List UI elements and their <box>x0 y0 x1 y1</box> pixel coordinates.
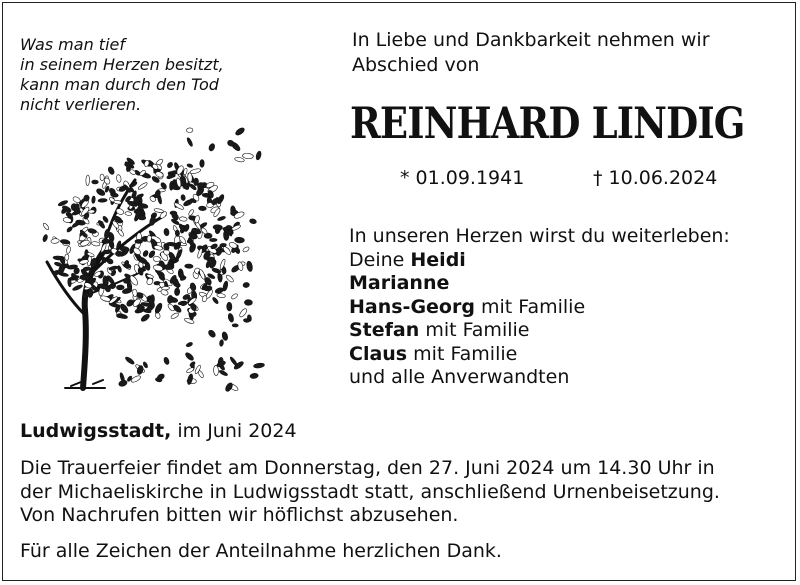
mourner-line <box>349 272 789 296</box>
intro-text <box>352 28 782 78</box>
place-date <box>20 418 297 444</box>
birth-date: * 01.09.1941 <box>400 167 525 189</box>
mourner-line <box>349 343 789 367</box>
mourner-line <box>349 249 789 273</box>
mourners-heading: In unseren Herzen wirst du weiterleben: <box>349 225 730 247</box>
quote-line: Was man tief <box>20 35 125 54</box>
mourner-line: und alle Anverwandten <box>349 366 570 388</box>
ceremony-line: Die Trauerfeier findet am Donnerstag, den 27. Juni 2024 um 14.30 Uhr in <box>20 457 715 479</box>
mourners-list <box>349 225 789 390</box>
mourner-line <box>349 296 789 320</box>
mourner-line <box>349 319 789 343</box>
mourner-name: Heidi <box>410 248 466 271</box>
thanks-line: Für alle Zeichen der Anteilnahme herzlichen Dank. <box>20 540 502 562</box>
ceremony-info <box>20 457 790 528</box>
notice-date: im Juni 2024 <box>177 420 297 442</box>
quote-line: kann man durch den Tod <box>20 75 219 94</box>
ceremony-line: der Michaeliskirche in Ludwigsstadt statt, anschließend Urnenbeisetzung. <box>20 480 720 503</box>
town-name: Ludwigsstadt, <box>20 420 172 442</box>
mourner-name: Stefan <box>349 319 420 341</box>
mourner-suffix: mit Familie <box>413 342 518 365</box>
mourner-suffix: mit Familie <box>481 295 586 318</box>
mourner-prefix: Deine <box>349 248 405 271</box>
quote-line: in seinem Herzen besitzt, <box>20 55 224 74</box>
memorial-quote <box>20 35 270 115</box>
mourner-name: Claus <box>349 342 408 365</box>
mourner-suffix: mit Familie <box>425 319 530 341</box>
intro-line: Abschied von <box>352 54 480 76</box>
mourner-name: Marianne <box>349 272 450 294</box>
mourner-name: Hans-Georg <box>349 295 475 318</box>
death-date: † 10.06.2024 <box>593 167 718 189</box>
intro-line: In Liebe und Dankbarkeit nehmen wir <box>352 29 710 51</box>
windblown-tree-illustration <box>25 120 265 400</box>
ceremony-line: Von Nachrufen bitten wir höflichst abzusehen. <box>20 504 459 526</box>
deceased-name: REINHARD LINDIG <box>350 99 745 149</box>
quote-line: nicht verlieren. <box>20 95 142 114</box>
